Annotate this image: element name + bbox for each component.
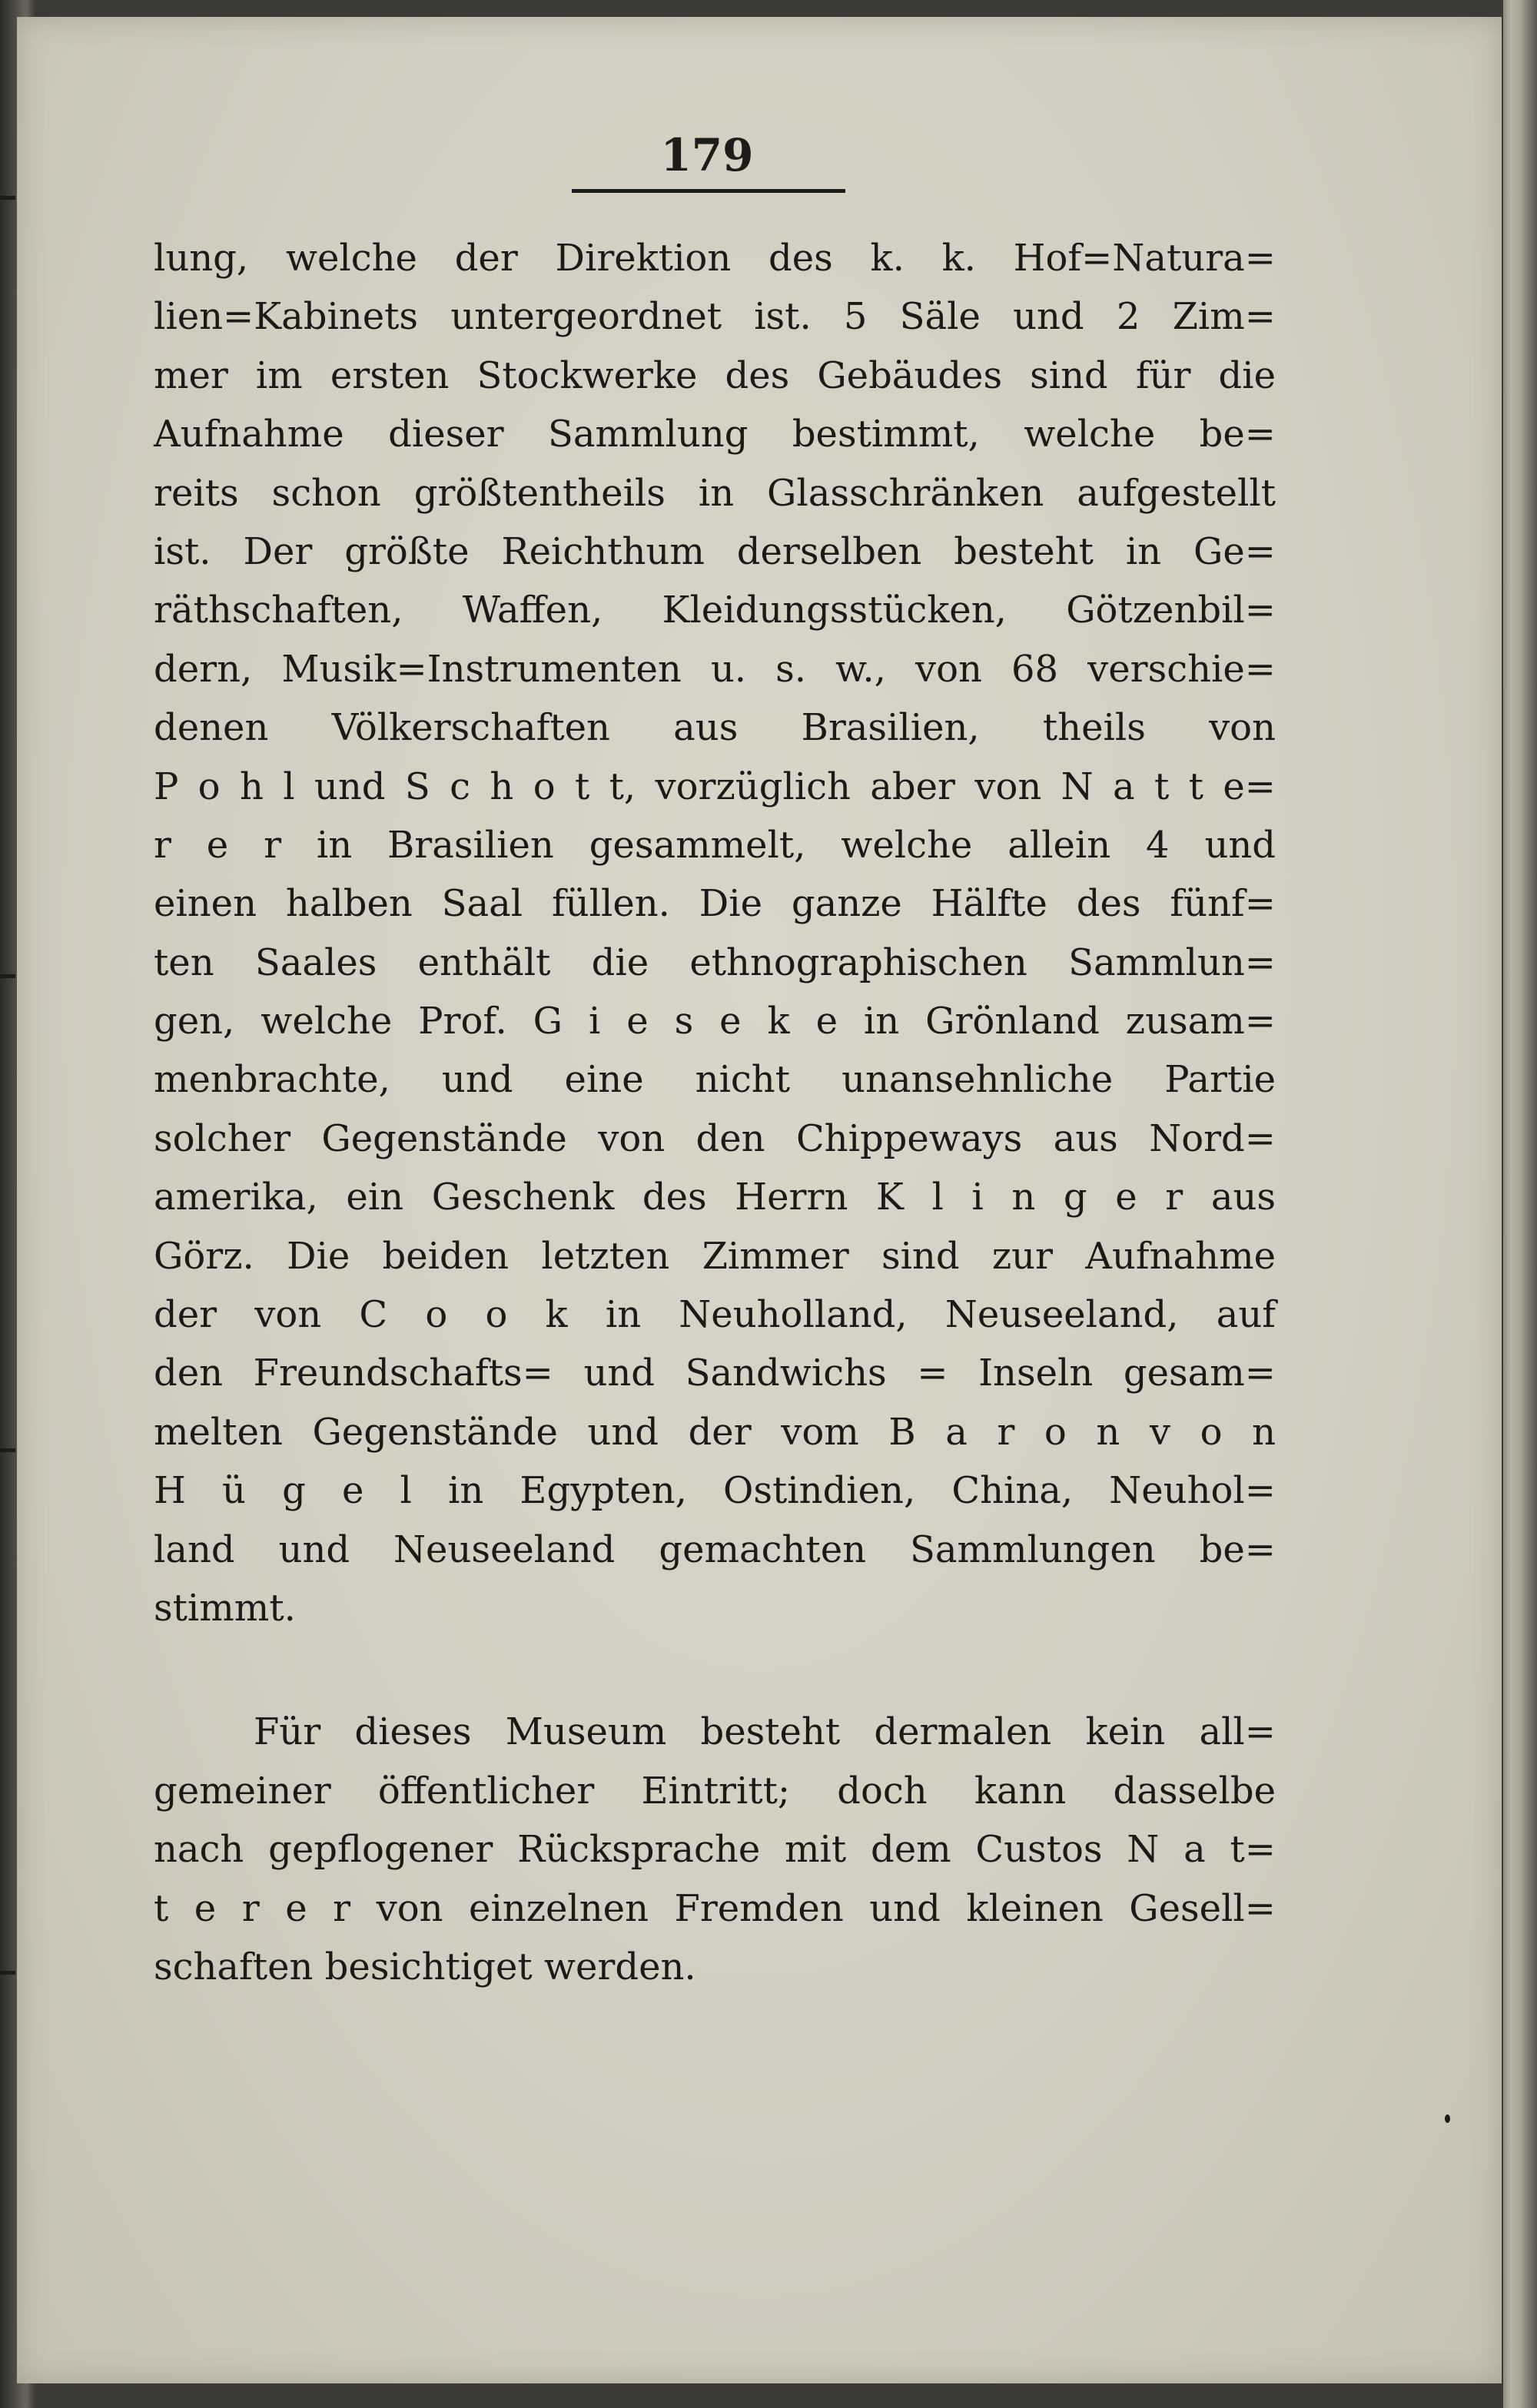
body-text	[154, 229, 1276, 1996]
text-line: Für dieses Museum besteht dermalen kein all=	[254, 1710, 1276, 1754]
text-line: denen Völkerschaften aus Brasilien, theils von	[154, 706, 1276, 750]
header-rule	[572, 189, 845, 193]
page-edge	[1503, 0, 1537, 2408]
text-line: einen halben Saal füllen. Die ganze Hälfte des fünf=	[154, 882, 1276, 926]
text-line: gen, welche Prof. G i e s e k e in Grönland zusam=	[154, 1000, 1276, 1043]
text-line: gemeiner öffentlicher Eintritt; doch kann dasselbe	[154, 1769, 1276, 1813]
text-line: mer im ersten Stockwerke des Gebäudes sind für die	[154, 353, 1276, 397]
text-line: Aufnahme dieser Sammlung bestimmt, welche be=	[154, 413, 1276, 456]
text-line: Görz. Die beiden letzten Zimmer sind zur Aufnahme	[154, 1234, 1276, 1278]
paragraph-gap	[154, 1637, 1276, 1703]
text-line: melten Gegenstände und der vom B a r o n v o n	[154, 1410, 1276, 1454]
text-line: nach gepflogener Rücksprache mit dem Custos N a t=	[154, 1828, 1276, 1872]
paragraph-1	[154, 229, 1276, 1637]
text-line: t e r e r von einzelnen Fremden und kleinen Gesell=	[154, 1886, 1276, 1930]
text-line: stimmt.	[154, 1586, 296, 1630]
text-line: r e r in Brasilien gesammelt, welche allein 4 und	[154, 823, 1276, 867]
text-line: dern, Musik=Instrumenten u. s. w., von 68 verschie=	[154, 647, 1276, 691]
text-line: solcher Gegenstände von den Chippeways aus Nord=	[154, 1116, 1276, 1160]
text-line: lien=Kabinets untergeordnet ist. 5 Säle und 2 Zim=	[154, 295, 1276, 339]
text-line: den Freundschafts= und Sandwichs = Inseln gesam=	[154, 1352, 1276, 1395]
text-line: amerika, ein Geschenk des Herrn K l i n g e r aus	[154, 1176, 1276, 1219]
text-line: der von C o o k in Neuholland, Neuseeland, auf	[154, 1293, 1276, 1337]
text-line: lung, welche der Direktion des k. k. Hof=Natura=	[154, 237, 1276, 280]
binding-stitch	[0, 1971, 15, 1975]
text-line: schaften besichtiget werden.	[154, 1945, 696, 1988]
text-line: land und Neuseeland gemachten Sammlungen be=	[154, 1527, 1276, 1571]
text-line: H ü g e l in Egypten, Ostindien, China, Neuhol=	[154, 1469, 1276, 1513]
text-line: reits schon größtentheils in Glasschränken aufgestellt	[154, 471, 1276, 515]
text-line: räthschaften, Waffen, Kleidungsstücken, Götzenbil=	[154, 589, 1276, 632]
binding-stitch	[0, 196, 15, 200]
page-number: 179	[660, 129, 754, 181]
binding-stitch	[0, 1448, 15, 1452]
binding-stitch	[0, 974, 15, 978]
text-line: ist. Der größte Reichthum derselben besteht in Ge=	[154, 529, 1276, 573]
paragraph-2	[154, 1703, 1276, 1996]
text-line: P o h l und S c h o t t, vorzüglich aber von N a t t e=	[154, 765, 1276, 808]
ink-spot	[1445, 2114, 1450, 2123]
text-line: ten Saales enthält die ethnographischen Sammlun=	[154, 940, 1276, 984]
text-line: menbrachte, und eine nicht unansehnliche Partie	[154, 1058, 1276, 1102]
